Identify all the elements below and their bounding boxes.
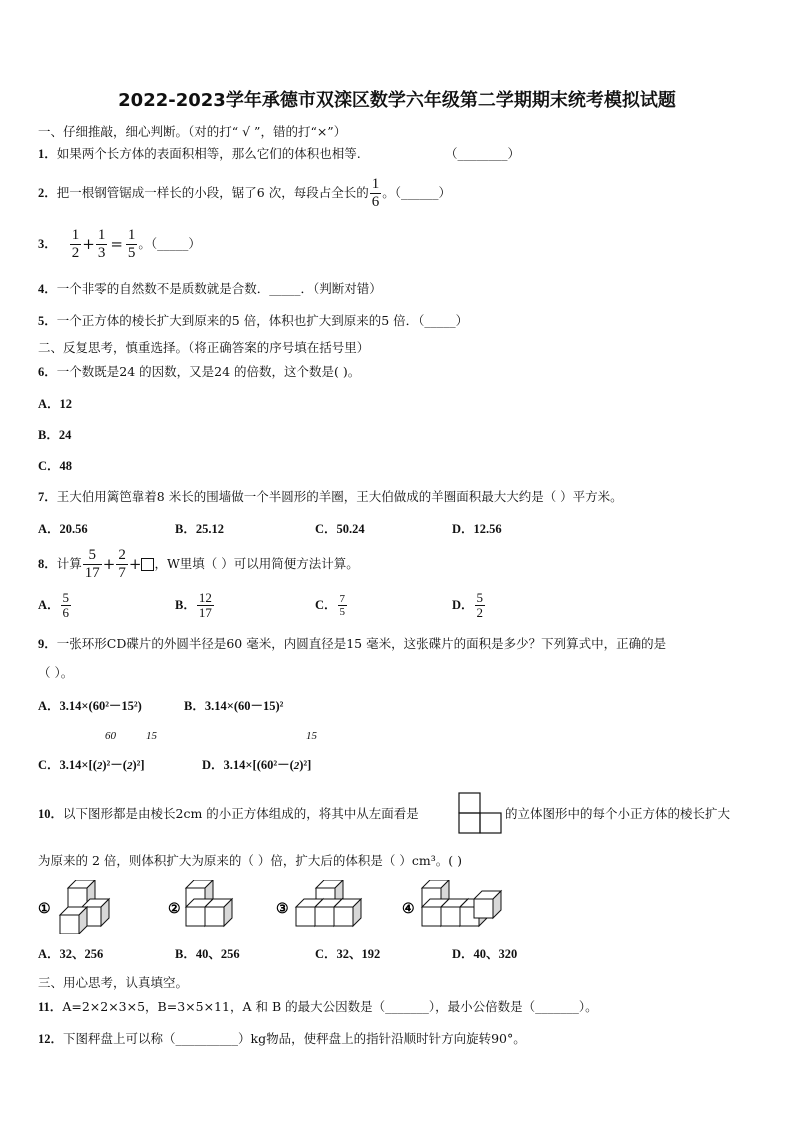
q9-number: 9．: [38, 637, 57, 651]
q8-option-a[interactable]: [38, 586, 72, 624]
question-1: [38, 146, 361, 162]
question-2: [38, 176, 451, 210]
q11-number: 11．: [38, 1000, 63, 1014]
q9-blank[interactable]: （ ）。: [38, 665, 74, 680]
q4-number: 4．: [38, 282, 57, 296]
q9-d-prefix: D．3.14×[(60²－(: [202, 758, 294, 772]
q7-option-c[interactable]: C．50.24: [315, 522, 365, 536]
q9-c-middle: )²－(: [102, 758, 127, 772]
q10-figure-3-label: ③: [276, 900, 289, 916]
q10-left-view-figure: [458, 792, 504, 834]
q6-text: 一个数既是24 的因数，又是24 的倍数，这个数是( )。: [56, 364, 361, 379]
q8-option-c-label: C．: [315, 598, 337, 612]
q7-option-a[interactable]: A．20.56: [38, 522, 88, 536]
q10-text-b: 的立体图形中的每个小正方体的棱长扩大: [505, 806, 731, 821]
question-11: [38, 999, 598, 1015]
question-8: [38, 545, 359, 583]
q12-number: 12．: [38, 1032, 64, 1046]
q10-figure-1-label: ①: [38, 900, 51, 916]
q9-c-numerator-15: 15: [146, 730, 157, 742]
q8-option-b[interactable]: [175, 586, 215, 624]
q11-text: A=2×2×3×5，B=3×5×11，A 和 B 的最大公因数是（_______），最小公倍数是（_______）。: [62, 999, 598, 1014]
q8-option-a-label: A．: [38, 598, 60, 612]
q3-blank[interactable]: 。（_____）: [138, 236, 201, 251]
q10-text: 以下图形都是由棱长2cm 的小正方体组成的，将其中从左面看是: [63, 806, 419, 821]
section-2-heading: 二、反复思考，慎重选择。（将正确答案的序号填在括号里）: [38, 340, 370, 355]
question-12: [38, 1031, 526, 1047]
q6-option-b[interactable]: B．24: [38, 428, 72, 442]
q9-text: 一张环形CD碟片的外圆半径是60 毫米，内圆直径是15 毫米，这张碟片的面积是多少？下列算式中，正确的是: [56, 636, 667, 651]
q5-number: 5．: [38, 314, 57, 328]
q3-fraction-1: $\frac{1}{2}$: [71, 226, 80, 261]
q8-fraction-2: $\frac{2}{7}$: [118, 546, 126, 581]
section-1-heading: 一、仔细推敲，细心判断。（对的打“ √ ”，错的打“×”）: [38, 124, 347, 139]
q2-number: 2．: [38, 186, 57, 200]
q8-option-c[interactable]: [315, 586, 348, 624]
q10-number: 10．: [38, 807, 64, 821]
q10-option-c[interactable]: C．32、192: [315, 947, 381, 961]
question-5: [38, 313, 468, 329]
q4-text: 一个非零的自然数不是质数就是合数．_____．（判断对错）: [56, 281, 382, 296]
q8-option-d-fraction: $\frac{5}{2}$: [476, 589, 484, 620]
q8-option-a-fraction: $\frac{5}{6}$: [62, 589, 70, 620]
q10-figure-4: [422, 880, 501, 926]
q10-option-b[interactable]: B．40、256: [175, 947, 240, 961]
q7-option-b[interactable]: B．25.12: [175, 522, 224, 536]
q10-figure-3: [296, 880, 361, 926]
q9-d-numerator-15: 15: [306, 730, 317, 742]
q8-option-b-fraction: $\frac{12}{17}$: [198, 589, 212, 620]
q2-text: 把一根钢管锯成一样长的小段，锯了6 次，每段占全长的: [56, 185, 369, 200]
q12-text: 下图秤盘上可以称（__________）kg物品，使秤盘上的指针沿顺时针方向旋转90°。: [63, 1031, 526, 1046]
q10-figure-2-label: ②: [168, 900, 181, 916]
q10-figure-2: [186, 880, 232, 926]
q1-blank[interactable]: （________）: [445, 146, 521, 161]
q9-d-end: )²]: [299, 758, 312, 772]
q6-option-c[interactable]: C．48: [38, 459, 73, 473]
q9-c-denominator-1: 2: [96, 760, 103, 772]
question-10: [38, 806, 419, 822]
q5-text: 一个正方体的棱长扩大到原来的5 倍，体积也扩大到原来的5 倍．（_____）: [56, 313, 469, 328]
q9-option-a[interactable]: A．3.14×(60²－15²): [38, 699, 142, 713]
q2-blank[interactable]: 。（______）: [382, 185, 451, 200]
q6-number: 6．: [38, 365, 57, 379]
q8-option-d[interactable]: [452, 586, 486, 624]
q6-option-a[interactable]: A．12: [38, 397, 73, 411]
question-6: [38, 364, 360, 380]
q8-option-d-label: D．: [452, 598, 474, 612]
q8-option-b-label: B．: [175, 598, 196, 612]
question-3: [38, 224, 201, 264]
q9-c-prefix: C．3.14×[(: [38, 758, 97, 772]
q7-text: 王大伯用篱笆靠着8 米长的围墙做一个半圆形的羊圈，王大伯做成的羊圈面积最大大约是（ ）平方米。: [56, 489, 623, 504]
q10-option-a[interactable]: A．32、256: [38, 947, 104, 961]
q1-number: 1．: [38, 147, 57, 161]
q3-fraction-3: $\frac{1}{5}$: [127, 226, 136, 261]
q10-cube-figures: [36, 880, 506, 934]
q8-fraction-1: $\frac{5}{17}$: [84, 546, 100, 581]
q7-option-d[interactable]: D．12.56: [452, 522, 502, 536]
q7-number: 7．: [38, 490, 57, 504]
q10-figure-1: [60, 880, 109, 934]
q8-number: 8．: [38, 557, 57, 571]
q2-fraction: $\frac{1}{6}$: [371, 175, 380, 210]
section-3-heading: 三、用心思考，认真填空。: [38, 975, 189, 990]
q8-pre: 计算: [56, 556, 82, 571]
question-7: [38, 489, 623, 505]
q8-box-icon: [141, 558, 154, 571]
q9-c-end: )²]: [132, 758, 145, 772]
q3-number: 3．: [38, 237, 57, 251]
q9-d-denominator: 2: [293, 760, 300, 772]
question-4: [38, 281, 382, 297]
q3-equals: =: [110, 235, 123, 253]
q9-c-numerator-60: 60: [105, 730, 116, 742]
q10-option-d[interactable]: D．40、320: [452, 947, 518, 961]
q10-figure-4-label: ④: [402, 900, 415, 916]
q3-plus: +: [82, 235, 95, 253]
q9-c-denominator-2: 2: [126, 760, 133, 772]
q8-plus-1: +: [102, 555, 116, 573]
q8-option-c-fraction: $\frac{7}{5}$: [339, 592, 346, 618]
q1-text: 如果两个长方体的表面积相等，那么它们的体积也相等.: [56, 146, 361, 161]
q3-fraction-2: $\frac{1}{3}$: [97, 226, 106, 261]
page-title: 2022-2023学年承德市双滦区数学六年级第二学期期末统考模拟试题: [118, 90, 676, 111]
question-9: [38, 636, 666, 652]
q8-tail: ，W里填（ ）可以用简便方法计算。: [154, 556, 359, 571]
q9-option-b[interactable]: B．3.14×(60－15)²: [184, 699, 284, 713]
q8-plus-2: +: [128, 555, 142, 573]
q10-text-2: 为原来的 2 倍，则体积扩大为原来的（ ）倍，扩大后的体积是（ ）cm³。( ): [38, 853, 462, 868]
